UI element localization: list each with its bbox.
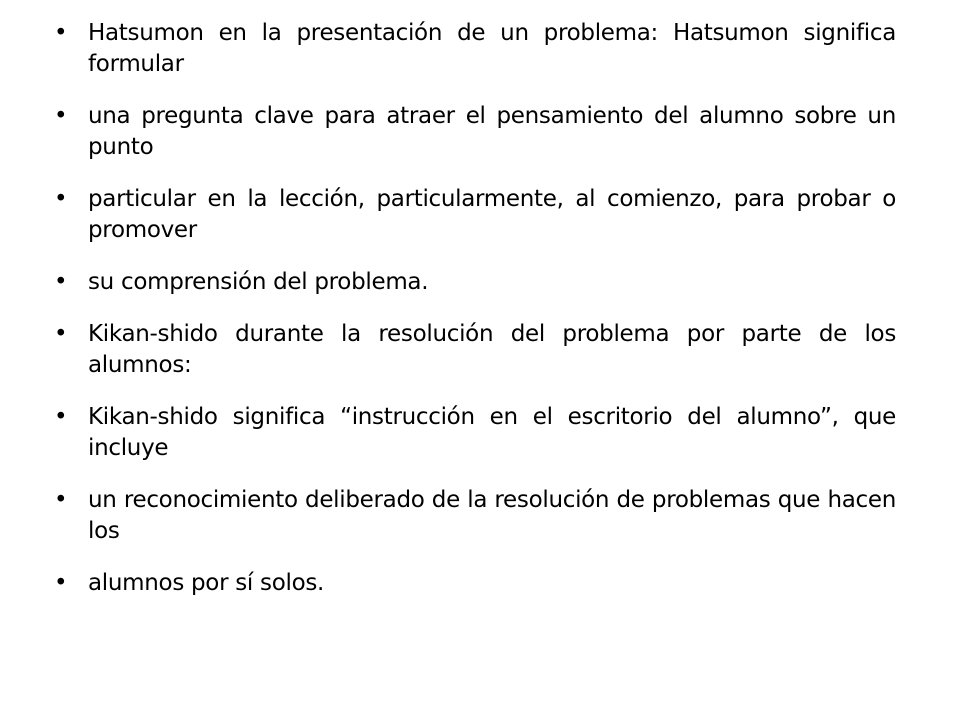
bullet-item [54, 18, 896, 80]
bullet-text: Kikan-shido significa “instrucción en el escritorio del alumno”, que incluye [88, 404, 896, 461]
bullet-icon: • [54, 186, 68, 212]
bullet-text: Kikan-shido durante la resolución del problema por parte de los alumnos: [88, 321, 896, 378]
bullet-item [54, 485, 896, 547]
bullet-icon: • [54, 487, 68, 513]
bullet-text: una pregunta clave para atraer el pensamiento del alumno sobre un punto [88, 103, 896, 160]
bullet-text: alumnos por sí solos. [88, 570, 325, 596]
bullet-icon: • [54, 20, 68, 46]
bullet-text: su comprensión del problema. [88, 269, 429, 295]
bullet-item [54, 402, 896, 464]
bullet-text: particular en la lección, particularmente, al comienzo, para probar o promover [88, 186, 896, 243]
bullet-text: Hatsumon en la presentación de un problema: Hatsumon significa formular [88, 20, 896, 77]
bullet-item [54, 267, 896, 298]
bullet-item [54, 184, 896, 246]
bullet-item [54, 568, 896, 599]
bullet-text: un reconocimiento deliberado de la resolución de problemas que hacen los [88, 487, 896, 544]
bullet-icon: • [54, 321, 68, 347]
bullet-item [54, 101, 896, 163]
bullet-icon: • [54, 103, 68, 129]
bullet-item [54, 319, 896, 381]
bullet-list [54, 18, 896, 599]
bullet-icon: • [54, 269, 68, 295]
bullet-icon: • [54, 404, 68, 430]
bullet-icon: • [54, 570, 68, 596]
